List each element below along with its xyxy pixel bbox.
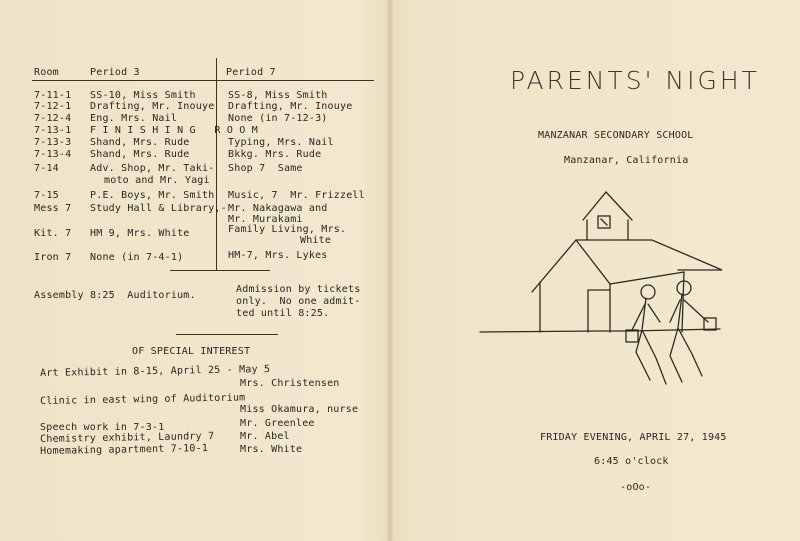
row-room: Mess 7 [34, 203, 72, 214]
assembly-note: only. No one admit- [236, 296, 361, 307]
special-item: Clinic in east wing of Auditorium [40, 392, 246, 407]
row-period3-cont: moto and Mr. Yagi [104, 175, 210, 186]
row-period3: Eng. Mrs. Nail [90, 113, 178, 124]
assembly-note: Admission by tickets [236, 284, 361, 295]
special-person: Mrs. Christensen [240, 378, 340, 389]
special-heading: OF SPECIAL INTEREST [132, 346, 251, 357]
row-period7: Mr. Nakagawa and [228, 203, 328, 214]
column-divider [216, 58, 217, 270]
special-item: Art Exhibit in 8-15, April 25 - May 5 [40, 363, 271, 379]
special-person: Mr. Abel [240, 431, 290, 442]
row-period3: Shand, Mrs. Rude [90, 137, 190, 148]
row-room: Kit. 7 [34, 228, 72, 239]
row-period3: None (in 7-4-1) [90, 252, 184, 263]
header-period3: Period 3 [90, 67, 140, 78]
event-date: FRIDAY EVENING, APRIL 27, 1945 [540, 432, 727, 443]
row-period7-cont: Mr. Murakami [228, 214, 303, 225]
row-room: 7-12-1 [34, 101, 72, 112]
assembly-note: ted until 8:25. [236, 308, 330, 319]
figure-book [626, 330, 638, 342]
header-room: Room [34, 67, 59, 78]
event-time: 6:45 o'clock [594, 456, 669, 467]
row-period7: Family Living, Mrs. [228, 224, 347, 235]
row-room: 7-15 [34, 190, 59, 201]
row-period7: SS-8, Miss Smith [228, 90, 328, 101]
row-room: 7-13-3 [34, 137, 72, 148]
special-person: Miss Okamura, nurse [240, 404, 359, 415]
special-item: Chemistry exhibit, Laundry 7 [40, 430, 215, 445]
row-period3: Study Hall & Library,- [90, 203, 227, 214]
figure-head [641, 285, 655, 299]
row-period3: HM 9, Mrs. White [90, 228, 190, 239]
row-room: 7-13-1 [34, 125, 72, 136]
school-location: Manzanar, California [564, 155, 689, 166]
row-period3: SS-10, Miss Smith [90, 90, 196, 101]
schoolhouse-illustration [470, 180, 730, 400]
row-room: 7-14 [34, 163, 59, 174]
door [588, 290, 610, 332]
ground-line [480, 329, 720, 332]
row-room: 7-12-4 [34, 113, 72, 124]
row-period7: Shop 7 Same [228, 163, 303, 174]
table-end-rule [170, 270, 270, 271]
figure-arms [670, 300, 708, 322]
figure-body [636, 298, 666, 384]
assembly-label: Assembly 8:25 Auditorium. [34, 290, 196, 301]
special-person: Mrs. White [240, 444, 303, 455]
program-title: PARENTS' NIGHT [510, 66, 760, 95]
header-period7: Period 7 [226, 67, 276, 78]
figure-arms [632, 304, 660, 330]
row-period3: Drafting, Mr. Inouye [90, 101, 215, 112]
belfry-walls [587, 220, 628, 240]
row-period7: Music, 7 Mr. Frizzell [228, 190, 365, 201]
special-person: Mr. Greenlee [240, 418, 315, 429]
row-period7: None (in 7-12-3) [228, 113, 328, 124]
row-room: 7-11-1 [34, 90, 72, 101]
row-room: Iron 7 [34, 252, 72, 263]
special-item: Speech work in 7-3-1 [40, 422, 165, 433]
main-roof [532, 240, 722, 292]
header-rule [32, 80, 374, 81]
center-fold [386, 0, 394, 541]
row-period3: F I N I S H I N G R O O M [90, 125, 258, 136]
row-period7: Typing, Mrs. Nail [228, 137, 334, 148]
row-period3: P.E. Boys, Mr. Smith [90, 190, 215, 201]
row-period7: Drafting, Mr. Inouye [228, 101, 353, 112]
row-period7: HM-7, Mrs. Lykes [228, 250, 328, 261]
figure-body [670, 294, 702, 382]
row-period3: Adv. Shop, Mr. Taki- [90, 163, 215, 174]
side-wall [610, 272, 684, 332]
special-rule [176, 334, 278, 335]
row-period3: Shand, Mrs. Rude [90, 149, 190, 160]
front-wall [540, 240, 610, 332]
school-name: MANZANAR SECONDARY SCHOOL [538, 130, 694, 141]
row-period7-cont: White [300, 235, 332, 246]
row-period7: Bkkg. Mrs. Rude [228, 149, 322, 160]
ornament: -oOo- [620, 482, 652, 493]
row-room: 7-13-4 [34, 149, 72, 160]
special-item: Homemaking apartment 7-10-1 [40, 443, 209, 457]
